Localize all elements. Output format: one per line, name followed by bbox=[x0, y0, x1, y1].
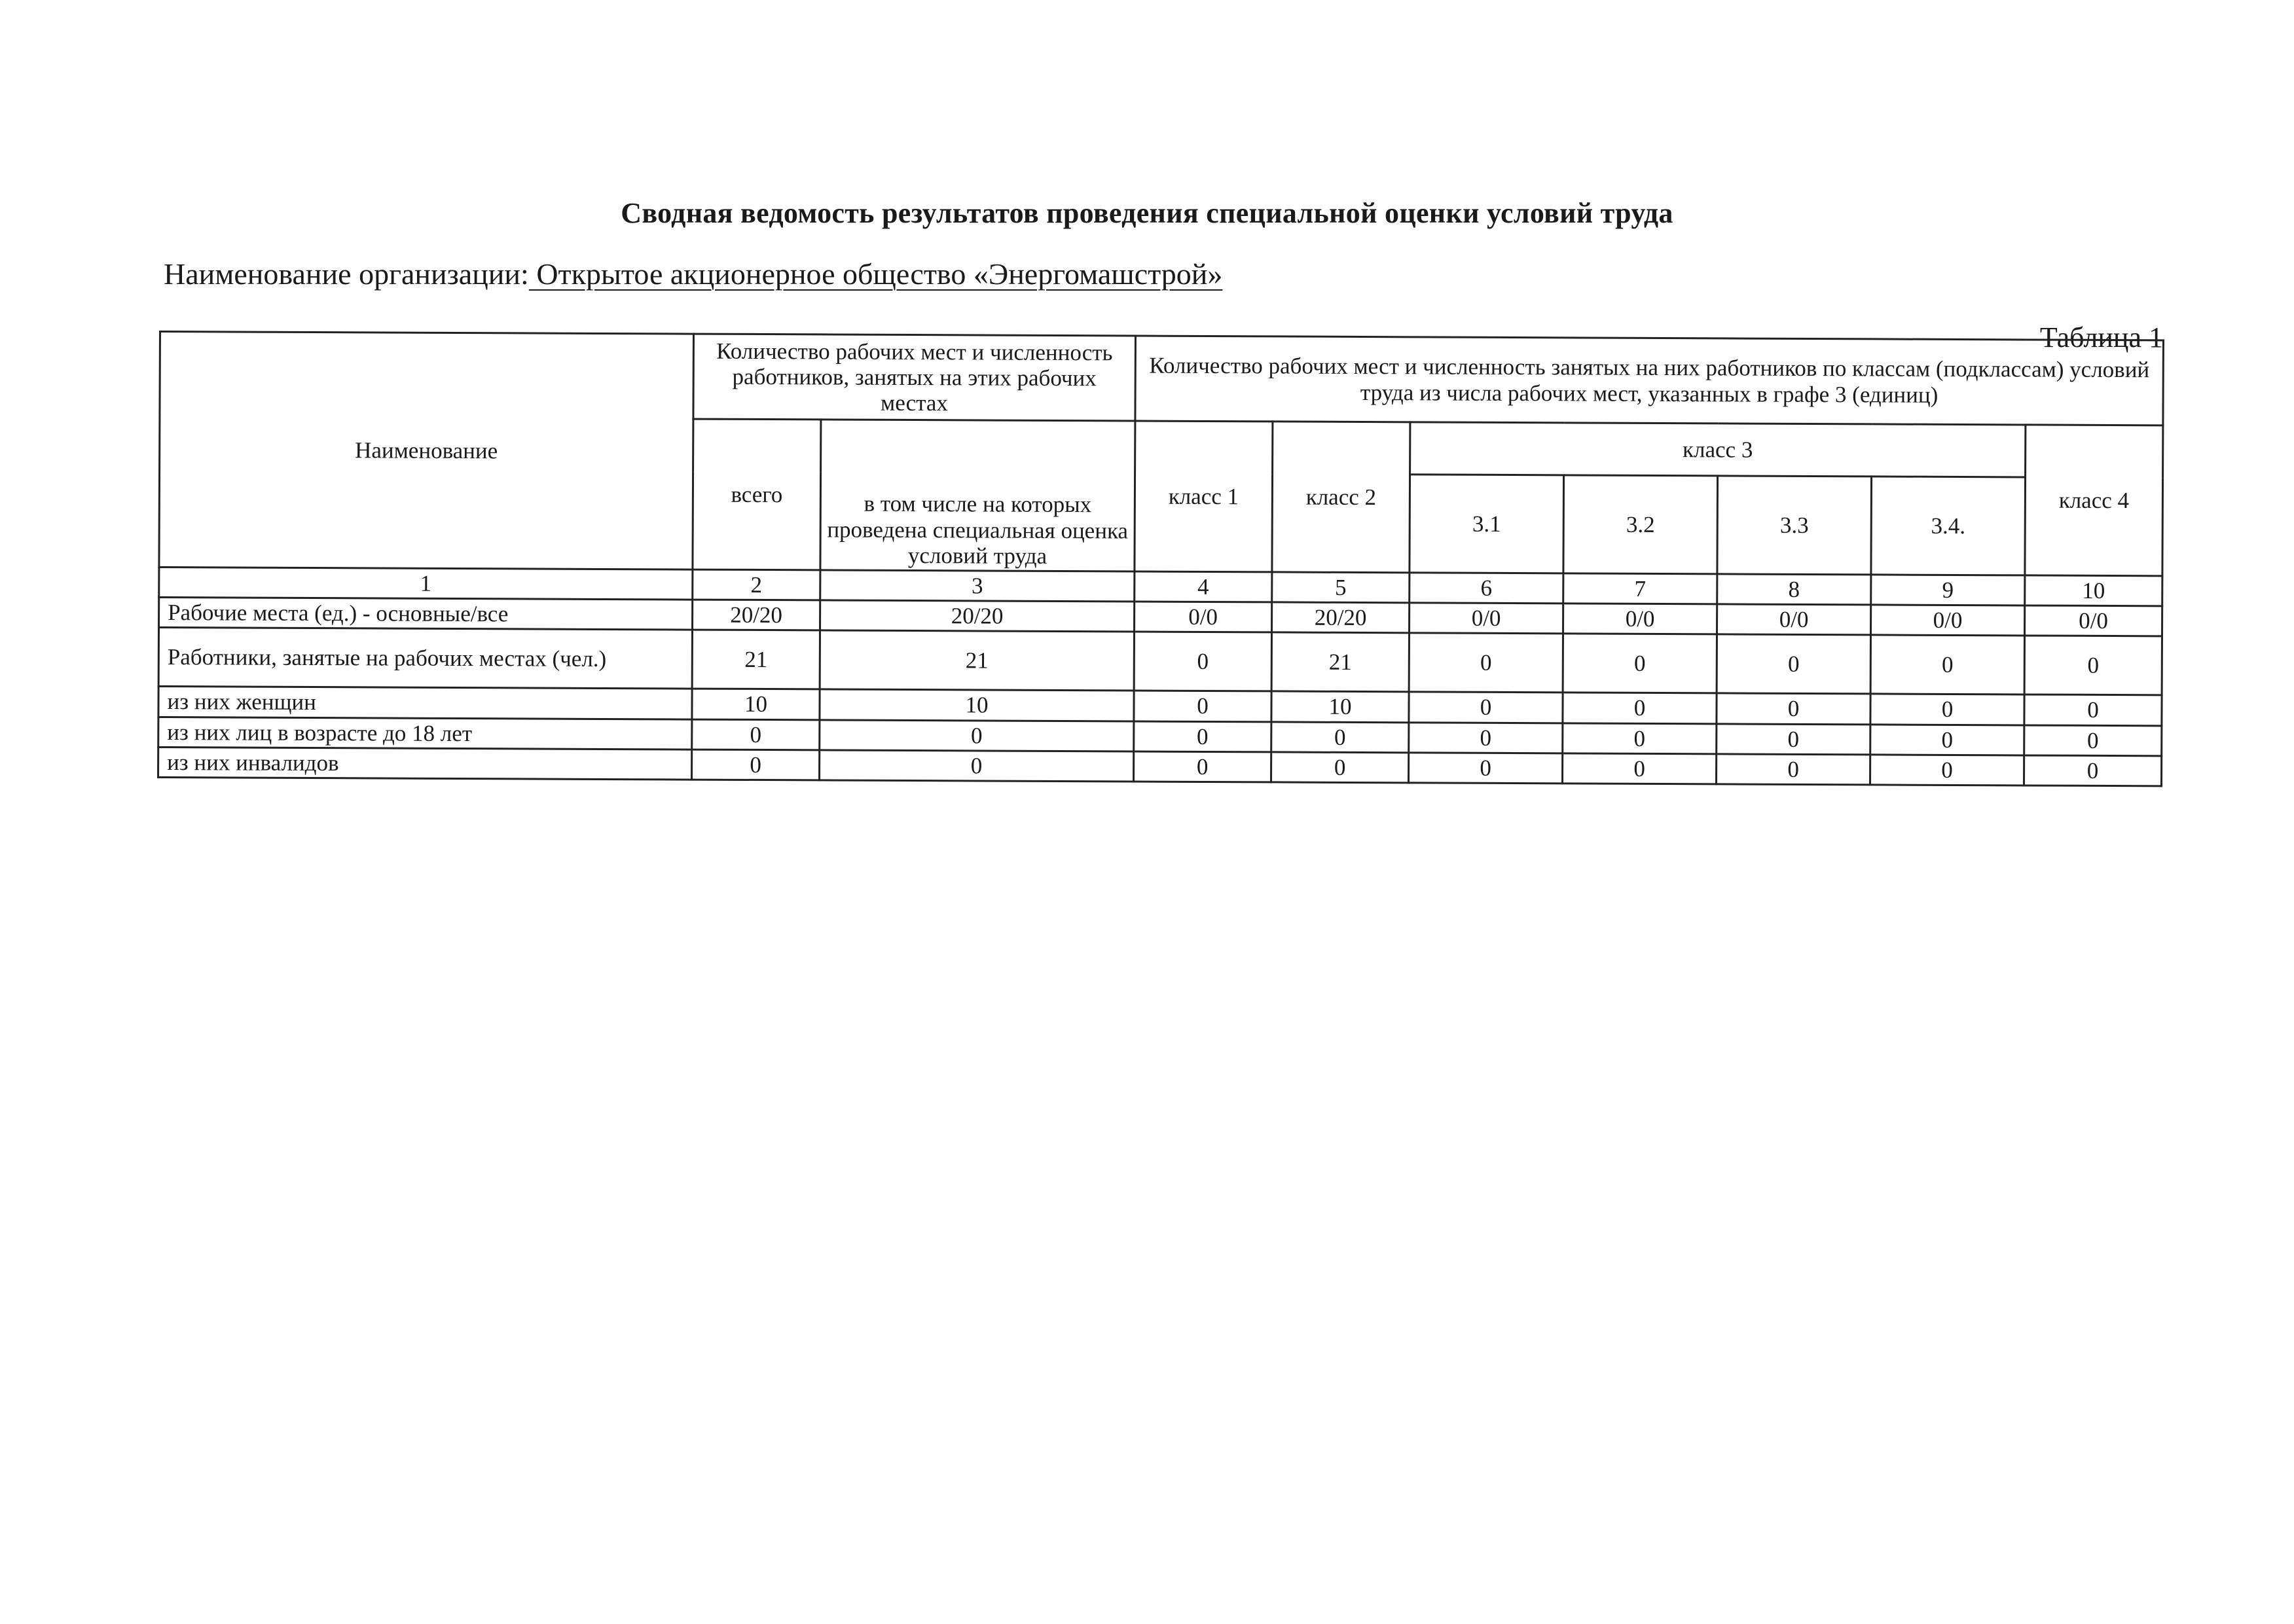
column-number: 10 bbox=[2025, 575, 2162, 606]
table-cell: 0 bbox=[1409, 753, 1563, 784]
table-cell: 0 bbox=[2024, 695, 2162, 725]
table-cell: 0 bbox=[2024, 755, 2162, 786]
organization-line bbox=[164, 257, 1222, 291]
row-label: Работники, занятые на рабочих местах (чел.) bbox=[158, 628, 692, 689]
row-label: Рабочие места (ед.) - основные/все bbox=[159, 598, 693, 630]
organization-label: Наименование организации: bbox=[164, 257, 529, 291]
column-number: 9 bbox=[1871, 575, 2025, 605]
table-cell: 10 bbox=[820, 689, 1134, 721]
table-cell: 0 bbox=[1409, 692, 1563, 723]
row-label: из них женщин bbox=[158, 687, 692, 719]
table-cell: 0/0 bbox=[1135, 602, 1272, 632]
header-class-3: класс 3 bbox=[1410, 422, 2026, 477]
table-cell: 0 bbox=[1134, 751, 1271, 782]
column-number: 6 bbox=[1410, 573, 1563, 604]
table-number-label: Таблица 1 bbox=[2039, 321, 2163, 353]
table-cell: 0 bbox=[1271, 721, 1409, 752]
table-cell: 0 bbox=[1563, 753, 1717, 784]
table-cell: 10 bbox=[692, 689, 820, 719]
column-number: 1 bbox=[159, 568, 693, 600]
table-cell: 20/20 bbox=[820, 600, 1135, 632]
table-cell: 0 bbox=[1271, 752, 1409, 783]
table-cell: 0 bbox=[2024, 636, 2162, 695]
table-cell: 0/0 bbox=[1717, 604, 1871, 635]
table-cell: 0 bbox=[820, 719, 1134, 751]
table-cell: 0 bbox=[2024, 725, 2162, 755]
table-cell: 0 bbox=[1717, 634, 1870, 694]
header-subclass-3-4: 3.4. bbox=[1871, 477, 2026, 575]
column-number: 5 bbox=[1272, 572, 1410, 603]
table-cell: 0 bbox=[1134, 632, 1271, 691]
summary-table bbox=[157, 331, 2164, 787]
header-name: Наименование bbox=[159, 332, 694, 570]
header-group-workplaces: Количество рабочих мест и численность работников, занятых на этих рабочих местах bbox=[693, 334, 1136, 421]
table-cell: 0 bbox=[1717, 693, 1870, 724]
table-cell: 0 bbox=[1870, 635, 2024, 695]
column-number: 2 bbox=[693, 569, 820, 600]
header-class-1: класс 1 bbox=[1135, 421, 1273, 572]
table-cell: 0 bbox=[1870, 755, 2024, 785]
table-cell: 0 bbox=[820, 750, 1134, 782]
table-cell: 0/0 bbox=[1410, 603, 1563, 634]
table-cell: 0 bbox=[1409, 722, 1563, 753]
column-number: 8 bbox=[1717, 574, 1871, 605]
header-subclass-3-2: 3.2 bbox=[1563, 475, 1718, 574]
table-cell: 0 bbox=[1563, 634, 1717, 693]
table-cell: 21 bbox=[820, 630, 1134, 691]
column-number: 4 bbox=[1135, 571, 1272, 602]
organization-name: Открытое акционерное общество «Энергомашстрой» bbox=[528, 257, 1223, 291]
column-number: 3 bbox=[820, 570, 1135, 602]
table-cell: 0/0 bbox=[1871, 605, 2025, 636]
column-number: 7 bbox=[1563, 573, 1717, 604]
table-cell: 20/20 bbox=[1272, 602, 1410, 633]
header-group-classes: Количество рабочих мест и численность занятых на них работников по классам (подклассам) условий труда из числа рабочих мест, указанных в графе 3 (единиц) bbox=[1135, 336, 2164, 425]
table-cell: 0 bbox=[1409, 633, 1563, 693]
table-cell: 10 bbox=[1271, 691, 1409, 722]
table-cell: 0/0 bbox=[1563, 604, 1717, 634]
table-cell: 0 bbox=[692, 749, 820, 780]
header-assessed: в том числе на которых проведена специальная оценка условий труда bbox=[820, 420, 1135, 571]
table-cell: 0 bbox=[1717, 754, 1870, 785]
document-title: Сводная ведомость результатов проведения специальной оценки условий труда bbox=[621, 197, 1673, 229]
table-cell: 0 bbox=[1563, 723, 1717, 753]
table-cell: 0 bbox=[1134, 691, 1271, 721]
header-subclass-3-3: 3.3 bbox=[1717, 476, 1872, 575]
header-row-1 bbox=[160, 332, 2164, 425]
table-cell: 0 bbox=[1870, 694, 2024, 725]
table-cell: 0 bbox=[692, 719, 820, 750]
table-cell: 0/0 bbox=[2025, 605, 2162, 636]
table-row-employees bbox=[158, 628, 2162, 695]
row-label: из них инвалидов bbox=[158, 747, 692, 780]
header-class-2: класс 2 bbox=[1272, 422, 1410, 573]
header-subclass-3-1: 3.1 bbox=[1410, 475, 1564, 573]
table-cell: 21 bbox=[1271, 632, 1409, 692]
table-cell: 20/20 bbox=[693, 600, 820, 630]
header-total: всего bbox=[693, 419, 821, 570]
table-cell: 21 bbox=[692, 630, 820, 689]
row-label: из них лиц в возрасте до 18 лет bbox=[158, 717, 692, 749]
table-cell: 0 bbox=[1563, 693, 1717, 723]
table-cell: 0 bbox=[1717, 723, 1870, 754]
header-class-4: класс 4 bbox=[2025, 425, 2163, 576]
table-cell: 0 bbox=[1134, 721, 1271, 752]
table-cell: 0 bbox=[1870, 724, 2024, 755]
